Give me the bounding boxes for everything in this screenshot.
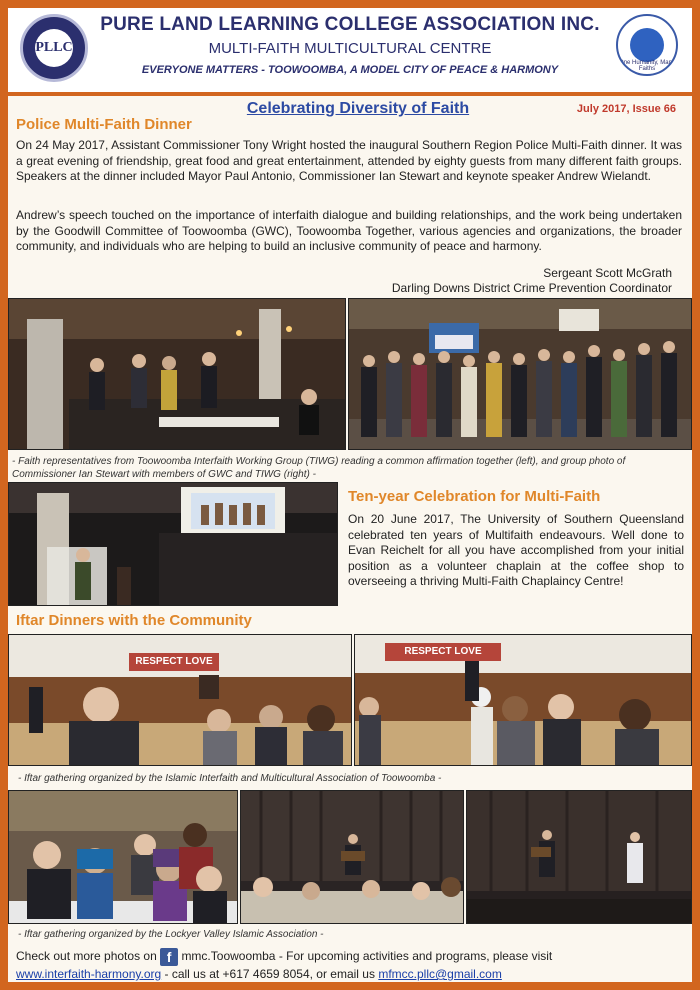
police-signature-name: Sergeant Scott McGrath bbox=[543, 266, 672, 280]
header-rule bbox=[8, 92, 692, 96]
one-humanity-logo bbox=[616, 14, 678, 76]
photo-lockyer-speaker-2 bbox=[466, 790, 692, 924]
iftar-caption-toowoomba: - Iftar gathering organized by the Islamic Interfaith and Multicultural Association of Toowoomba - bbox=[18, 773, 442, 784]
ten-year-paragraph: On 20 June 2017, The University of Southern Queensland celebrated ten years of Multifaith endeavours. Well done to Evan Reichelt for all you have accomplished from your initial position as a volunteer chaplain at the coffee shop to overseeing a thriving Multi-Faith Chaplaincy Centre! bbox=[348, 512, 684, 589]
police-dinner-title: Police Multi-Faith Dinner bbox=[16, 116, 192, 133]
respect-love-banner-1: RESPECT LOVE bbox=[129, 653, 219, 671]
police-signature-role: Darling Downs District Crime Prevention Coordinator bbox=[391, 281, 672, 295]
newsletter-heading: Celebrating Diversity of Faith bbox=[246, 100, 470, 117]
photo-ten-year-celebration bbox=[8, 482, 338, 606]
iftar-caption-lockyer: - Iftar gathering organized by the Lockyer Valley Islamic Association - bbox=[18, 929, 324, 940]
college-logo-mark: PLLC bbox=[35, 29, 73, 67]
photo-lockyer-speaker-1-art bbox=[241, 791, 464, 924]
photo-lockyer-guests bbox=[8, 790, 238, 924]
org-subtitle: MULTI-FAITH MULTICULTURAL CENTRE bbox=[208, 40, 492, 57]
footer-line-2 bbox=[16, 966, 688, 982]
org-tagline: EVERYONE MATTERS - TOOWOOMBA, A MODEL CITY OF PEACE & HARMONY bbox=[141, 64, 559, 76]
facebook-page-link[interactable]: mmc.Toowoomba bbox=[181, 949, 276, 964]
website-link[interactable]: www.interfaith-harmony.org bbox=[16, 967, 162, 981]
photo-group-art bbox=[349, 299, 692, 450]
issue-label: July 2017, Issue 66 bbox=[576, 103, 676, 115]
header bbox=[8, 8, 692, 92]
college-logo bbox=[20, 14, 88, 82]
photo-iftar-toowoomba-1 bbox=[8, 634, 352, 766]
police-photos-caption: - Faith representatives from Toowoomba Interfaith Working Group (TIWG) reading a common affirmation together (left), and group photo of Commissioner Ian Stewart with members of GWC and TIWG (right) - bbox=[12, 456, 626, 480]
facebook-icon[interactable]: f bbox=[160, 948, 178, 966]
footer-photos-text: Check out more photos on bbox=[16, 949, 157, 964]
org-title: PURE LAND LEARNING COLLEGE ASSOCIATION INC. bbox=[100, 14, 600, 35]
ten-year-title: Ten-year Celebration for Multi-Faith bbox=[348, 488, 601, 505]
photo-lockyer-speaker-1 bbox=[240, 790, 464, 924]
photo-commissioner-group bbox=[348, 298, 692, 450]
photo-iftar-toowoomba-2 bbox=[354, 634, 692, 766]
photo-affirmation-reading bbox=[8, 298, 346, 450]
police-paragraph-1: On 24 May 2017, Assistant Commissioner Tony Wright hosted the inaugural Southern Region Police Multi-Faith dinner. It was a great evening of friendship, great food and great entertainment, attended by eighty guests from many different faith groups. Speakers at the dinner included Mayor Paul Antonio, Commissioner Ian Stewart and keynote speaker Andrew Wielandt. bbox=[16, 138, 682, 184]
footer-visit-text: - For upcoming activities and programs, please visit bbox=[278, 949, 553, 964]
photo-affirmation-art bbox=[9, 299, 346, 450]
email-link[interactable]: mfmcc.pllc@gmail.com bbox=[378, 967, 502, 981]
photo-lockyer-guests-art bbox=[9, 791, 238, 924]
globe-icon bbox=[630, 28, 664, 62]
police-paragraph-2: Andrew’s speech touched on the importance of interfaith dialogue and building relationships, and the work being undertaken by the Goodwill Committee of Toowoomba (GWC), Toowoomba Together, various agencies and organizations, the broader community, and individuals who are helping to build an inclusive community of peace and harmony. bbox=[16, 208, 682, 254]
footer-contact-text: - call us at +617 4659 8054, or email us bbox=[164, 967, 375, 981]
iftar-title: Iftar Dinners with the Community bbox=[16, 612, 252, 629]
one-humanity-logo-caption: One Humanity, Many Faiths bbox=[619, 60, 675, 72]
photo-lockyer-speaker-2-art bbox=[467, 791, 692, 924]
footer-line-1 bbox=[16, 948, 688, 966]
respect-love-banner-2: RESPECT LOVE bbox=[385, 643, 501, 661]
photo-ten-year-art bbox=[9, 483, 338, 606]
